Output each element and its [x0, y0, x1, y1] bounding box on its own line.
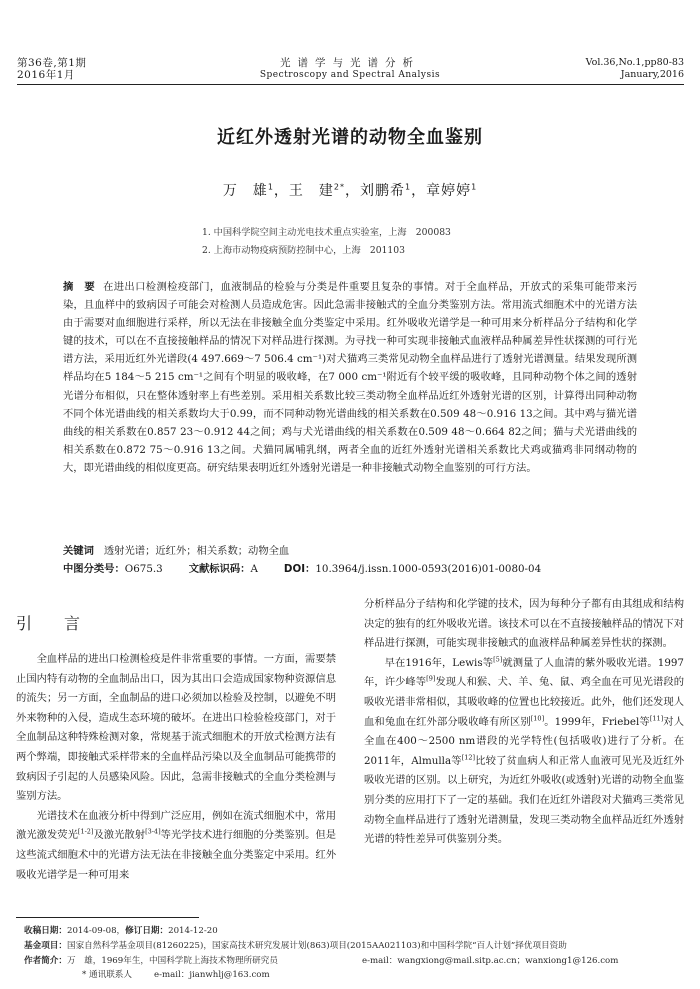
citation-info	[586, 57, 684, 81]
journal-name-cn: 光谱学与光谱分析	[280, 57, 420, 69]
author-separator: ，	[345, 183, 360, 199]
keywords	[63, 542, 637, 560]
month-year: January,2016	[620, 69, 684, 80]
abstract-label: 摘 要	[63, 281, 96, 293]
author-separator: ，	[273, 183, 289, 199]
bio-text: 万 雄，1969年生，中国科学院上海技术物理所研究员	[66, 955, 278, 966]
author-name: 王 建	[288, 183, 334, 199]
volume-line: 第36卷,第1期	[17, 57, 87, 69]
affiliations	[202, 224, 451, 260]
doc-code-value: A	[250, 563, 258, 575]
paragraph	[364, 654, 684, 850]
doc-code-label: 文献标识码：	[188, 563, 251, 575]
bio-row	[24, 954, 694, 969]
keywords-text: 透射光谱；近红外；相关系数；动物全血	[103, 545, 290, 557]
revised-label: 修订日期：	[125, 926, 169, 936]
running-header	[0, 0, 700, 81]
vol-pages: Vol.36,No.1,pp80-83	[585, 57, 684, 68]
body-column-left	[16, 650, 336, 885]
classification-line	[63, 560, 663, 578]
corresponding-row	[24, 968, 694, 983]
text-run: 。1999年，Friebel等	[544, 715, 650, 728]
section-heading-introduction: 引 言	[16, 614, 89, 633]
keywords-label: 关键词	[63, 545, 94, 557]
text-run: 发现人和猴、犬、羊、兔、鼠、鸡全血在可见光谱段的吸收光谱非常相似，其吸收峰的位置也比较接近。此外，他们还发现人血和兔血在红外部分吸收峰有所区别	[364, 676, 684, 728]
paragraph	[16, 807, 336, 885]
citation-ref[interactable]: [9]	[426, 674, 436, 683]
citation-ref[interactable]: [11]	[649, 714, 664, 723]
author-separator: ，	[411, 183, 427, 199]
text-run: 早在1916年，Lewis等	[384, 656, 494, 669]
clc-label: 中图分类号：	[63, 563, 125, 575]
text-run: 光谱技术在血液分析中得到广泛应用，例如在流式细胞术中，常用激光激发荧光	[16, 809, 336, 842]
fund-text: 国家自然科学基金项目(81260225)，国家高技术研究发展计划(863)项目(2015AA021103)和中国科学院“百人计划”择优项目资助	[66, 940, 567, 951]
author-affil-mark: 1	[471, 182, 478, 192]
footnote-divider	[16, 917, 199, 918]
affiliation-item: 1. 中国科学院空间主动光电技术重点实验室，上海 200083	[202, 227, 451, 238]
header-divider	[17, 84, 684, 85]
author-list	[0, 180, 700, 200]
fund-row	[24, 939, 694, 954]
corresponding-label: * 通讯联系人	[82, 970, 132, 981]
corresponding-email[interactable]: e-mail：jianwhlj@163.com	[154, 970, 270, 981]
author-name: 章婷婷	[426, 183, 472, 199]
citation-ref[interactable]: [3-4]	[145, 827, 161, 836]
citation-ref[interactable]: [10]	[530, 714, 545, 723]
author-email[interactable]: e-mail：wangxiong@mail.sitp.ac.cn；wanxiong1@126.com	[362, 955, 619, 966]
author-name: 万 雄	[222, 183, 268, 199]
doi-label: DOI：	[283, 563, 316, 575]
author-affil-mark: 1	[267, 182, 274, 192]
fund-label: 基金项目：	[24, 940, 67, 951]
author-affil-mark: 2*	[333, 182, 345, 192]
text-run: 对人全血在400～2500 nm谱段的光学特性(包括吸收)进行了分析。在2011年，Almulla等	[364, 715, 685, 767]
author-affil-mark: 1	[405, 182, 412, 192]
bio-label: 作者简介：	[24, 955, 67, 966]
revised-date: 2014-12-20	[168, 926, 218, 936]
abstract	[63, 278, 637, 477]
text-run: 等光学技术进行细胞的分类鉴别。但是这些流式细胞术中的光谱方法无法在非接触全血分类鉴定中采用。红外吸收光谱学是一种可用来	[16, 829, 337, 881]
body-column-right	[364, 595, 684, 850]
text-run: 比较了贫血病人和正常人血液可见光及近红外吸收光谱的区别。以上研究，为近红外吸收(或透射)光谱的动物全血鉴别分类的应用打下了一定的基础。我们在近红外谱段对犬猫鸡三类常见动物全血样品进行了透射光谱测量，发现三类动物全血样品近红外透射光谱的特性差异可供鉴别分类。	[364, 754, 684, 846]
footnotes	[24, 924, 694, 983]
abstract-text: 在进出口检测检疫部门，血液制品的检验与分类是件重要且复杂的事情。对于全血样品，开放式的采集可能带来污染，且血样中的致病因子可能会对检测人员造成危害。因此急需非接触式的全血分类鉴别方法。常用流式细胞术中的光谱方法由于需要对血细胞进行采样，所以无法在非接触全血分类鉴定中采用。红外吸收光谱学是一种可用来分析样品分子结构和化学键的技术，可以在不直接接触样品的情况下对样品进行探测。为寻找一种可实现非接触式血液样品种属差异性状探测的可行光谱方法，采用近红外光谱段(4 497.669～7 506.4 cm⁻¹)对犬猫鸡三类常见动物全血样品进行了透射光谱测量。结果发现所测样品均在5 184～5 215 cm⁻¹之间有个明显的吸收峰，在7 000 cm⁻¹附近有个较平缓的吸收峰，且同种动物个体之间的透射光谱分布相似，只在整体透射率上有些差别。采用相关系数比较三类动物全血样品近红外透射光谱的区别，计算得出同种动物不同个体光谱曲线的相关系数均大于0.99，而不同种动物光谱曲线的相关系数在0.509 48～0.916 13之间。其中鸡与猫光谱曲线的相关系数在0.857 23～0.912 44之间；鸡与犬光谱曲线的相关系数在0.509 48～0.664 82之间；猫与犬光谱曲线的相关系数在0.872 75～0.916 13之间。犬猫同属哺乳纲，两者全血的近红外透射光谱相关系数比犬鸡或猫鸡非同纲动物的大，即光谱曲线的相似度更高。研究结果表明近红外透射光谱是一种非接触式动物全血鉴别的可行方法。	[63, 281, 638, 474]
affiliation-item: 2. 上海市动物疫病预防控制中心，上海 201103	[202, 245, 405, 256]
citation-ref[interactable]: [12]	[461, 753, 476, 762]
text-run: 及激光散射	[93, 829, 146, 842]
paragraph: 分析样品分子结构和化学键的技术，因为每种分子都有由其组成和结构决定的独有的红外吸收光谱。该技术可以在不直接接触样品的情况下对样品进行探测，可能实现非接触式的血液样品种属差异性状的探测。	[364, 598, 684, 650]
author-name: 刘鹏希	[360, 183, 405, 199]
citation-ref[interactable]: [1-2]	[77, 827, 94, 836]
received-date: 2014-09-08，	[66, 926, 126, 936]
citation-ref[interactable]: [5]	[493, 655, 503, 664]
paper-title: 近红外透射光谱的动物全血鉴别	[217, 127, 483, 148]
dates-row	[24, 924, 694, 939]
text-run: 就测量了人血清的紫外吸收光谱。1997年，许少峰等	[364, 656, 684, 689]
date-line: 2016年1月	[17, 69, 75, 81]
received-label: 收稿日期：	[24, 926, 67, 936]
doi-value[interactable]: 10.3964/j.issn.1000-0593(2016)01-0080-04	[315, 563, 542, 575]
clc-value: O675.3	[124, 563, 163, 575]
journal-name-en: Spectroscopy and Spectral Analysis	[259, 70, 441, 80]
paragraph: 全血样品的进出口检测检疫是件非常重要的事情。一方面，需要禁止国内特有动物的全血制品出口，因为其出口会造成国家物种资源信息的流失；另一方面，全血制品的进口必须加以检验及控制，以避免不明外来物种的入侵，造成生态环境的破坏。在进出口检验检疫部门，对于全血制品这种特殊检测对象，常规基于流式细胞术的开放式检测方法有两个弊端，即接触式采样带来的全血样品污染以及全血制品可能携带的致病因子引起的人员感染风险。因此，急需非接触式的全血分类检测与鉴别方法。	[16, 653, 336, 803]
